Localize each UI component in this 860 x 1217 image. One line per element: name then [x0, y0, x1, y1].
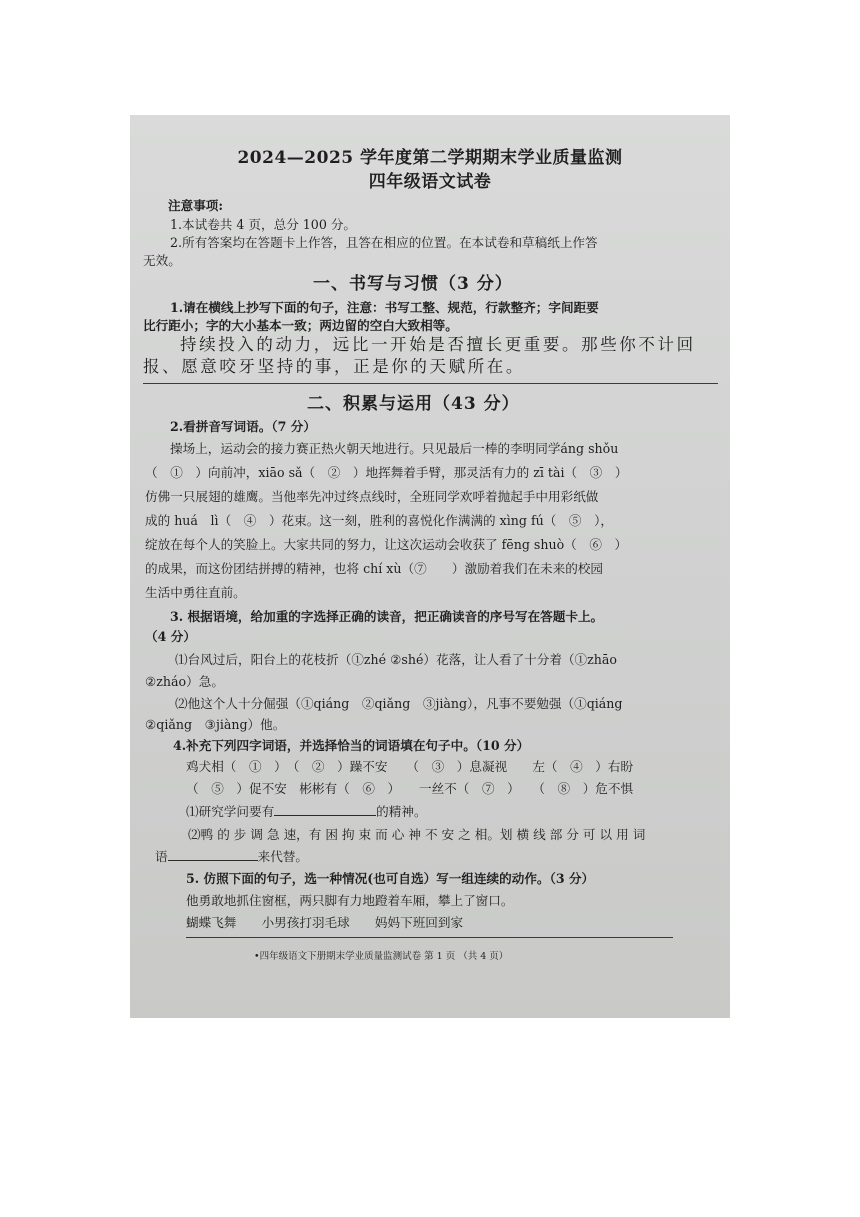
- section-1-heading: 一、书写与习惯（3 分）: [313, 274, 513, 294]
- q2-text-line-2: （ ① ）向前冲，xiāo sǎ（ ② ）地挥舞着手臂，那灵活有力的 zī tài（ ③ ）: [145, 465, 628, 480]
- section-2-heading: 二、积累与运用（43 分）: [307, 394, 520, 414]
- q4-sentence-1: [186, 801, 427, 820]
- q2-text-line-3: 仿佛一只展翅的雄鹰。当他率先冲过终点线时，全班同学欢呼着抛起手中用彩纸做: [145, 489, 599, 504]
- q2-text-line-1: 操场上，运动会的接力赛正热火朝天地进行。只见最后一棒的李明同学áng shǒu: [170, 441, 619, 456]
- q5-answer-line: [186, 937, 673, 938]
- q3-sentence-1: ⑴台风过后，阳台上的花枝折（①zhé ②shé）花落，让人看了十分着（①zhāo: [175, 652, 617, 667]
- q2-text-line-6: 的成果，而这份团结拼搏的精神，也将 chí xù（⑦ ）激励着我们在未来的校园: [145, 561, 604, 576]
- copy-sentence-line-2: 报、愿意咬牙坚持的事，正是你的天赋所在。: [143, 357, 525, 376]
- q4-sentence-1-suffix: 的精神。: [376, 804, 427, 819]
- q5-heading: 5. 仿照下面的句子，选一种情况(也可自选）写一组连续的动作。（3 分）: [186, 871, 595, 886]
- q4-idioms-row-2: （ ⑤ ）促不安 彬彬有（ ⑥ ） 一丝不（ ⑦ ） （ ⑧ ）危不惧: [186, 781, 634, 796]
- q4-sentence-1-prefix: ⑴研究学问要有: [186, 804, 275, 819]
- exam-paper: [130, 115, 730, 1018]
- notice-item-2: 2.所有答案均在答题卡上作答，且答在相应的位置。在本试卷和草稿纸上作答: [170, 235, 598, 250]
- q3-heading-cont: （4 分）: [145, 629, 196, 644]
- page-footer: •四年级语文下册期末学业质量监测试卷 第 1 页 （共 4 页）: [254, 951, 509, 962]
- q2-text-line-7: 生活中勇往直前。: [145, 585, 246, 600]
- q2-heading: 2.看拼音写词语。（7 分）: [170, 419, 316, 434]
- q4-sentence-2: ⑵鸭 的 步 调 急 速，有 困 拘 束 而 心 神 不 安 之 相。划 横 线 部 分 可 以 用 词: [188, 827, 646, 842]
- exam-subtitle: 四年级语文试卷: [368, 172, 492, 192]
- notice-item-2-cont: 无效。: [143, 253, 181, 268]
- section-divider: [143, 383, 718, 384]
- q4-answer-blank-1: [274, 803, 376, 816]
- q2-text-line-5: 绽放在每个人的笑脸上。大家共同的努力，让这次运动会收获了 fēng shuò（ ⑥ ）: [145, 537, 628, 552]
- q1-instruction: 1.请在横线上抄写下面的句子，注意：书写工整、规范，行款整齐；字间距要: [170, 300, 599, 315]
- q5-example: 他勇敢地抓住窗框，两只脚有力地蹬着车厢，攀上了窗口。: [186, 893, 514, 908]
- notice-heading: 注意事项:: [168, 198, 224, 213]
- q3-sentence-1-cont: ②zháo）急。: [145, 674, 224, 689]
- exam-title: 2024—2025 学年度第二学期期末学业质量监测: [237, 148, 623, 168]
- q2-text-line-4: 成的 huá lì（ ④ ）花束。这一刻，胜利的喜悦化作满满的 xìng fú（ ⑤ ），: [145, 513, 613, 528]
- q4-sentence-2-cont: [155, 846, 308, 865]
- q4-sentence-2-suffix: 来代替。: [257, 849, 308, 864]
- q4-sentence-2-prefix: 语: [155, 849, 168, 864]
- q1-instruction-cont: 比行距小；字的大小基本一致；两边留的空白大致相等。: [143, 318, 458, 333]
- q3-heading: 3. 根据语境，给加重的字选择正确的读音，把正确读音的序号写在答题卡上。: [170, 609, 604, 624]
- q3-sentence-2: ⑵他这个人十分倔强（①qiáng ②qiǎng ③jiàng），凡事不要勉强（①qiáng: [175, 696, 623, 711]
- q5-options: 蝴蝶飞舞 小男孩打羽毛球 妈妈下班回到家: [186, 915, 464, 930]
- q4-idioms-row-1: 鸡犬相（ ① ） （ ② ）躁不安 （ ③ ）息凝视 左（ ④ ）右盼: [186, 759, 634, 774]
- copy-sentence-line-1: 持续投入的动力，远比一开始是否擅长更重要。那些你不计回: [180, 335, 696, 354]
- q4-heading: 4.补充下列四字词语，并选择恰当的词语填在句子中。（10 分）: [173, 738, 530, 753]
- q4-answer-blank-2: [168, 848, 258, 861]
- notice-item-1: 1.本试卷共 4 页，总分 100 分。: [170, 217, 357, 232]
- q3-sentence-2-cont: ②qiǎng ③jiàng）他。: [145, 717, 286, 732]
